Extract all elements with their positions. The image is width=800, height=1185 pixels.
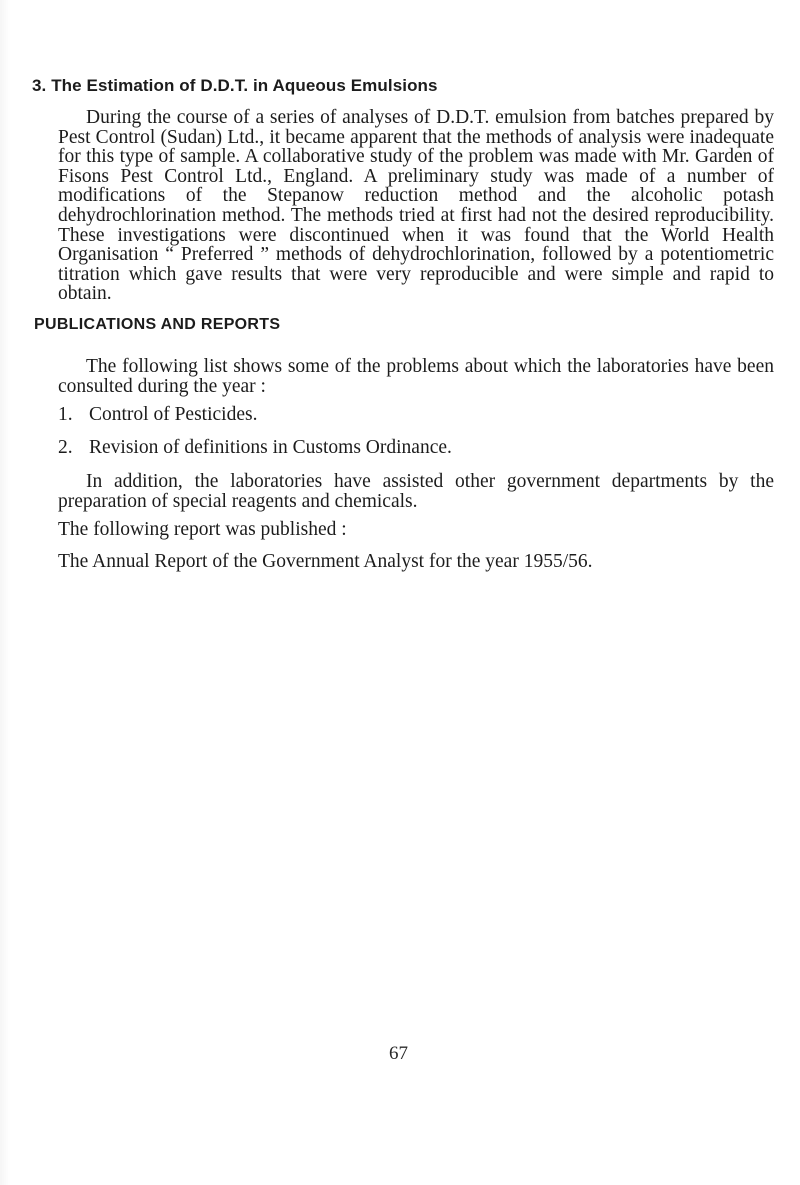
report-intro-line: The following report was published : [58,519,347,540]
report-title-line: The Annual Report of the Government Analyst for the year 1955/56. [58,551,593,572]
list-item-text: Revision of definitions in Customs Ordinance. [89,437,452,458]
page-edge-shadow [0,0,10,1185]
list-item [58,405,452,438]
list-item-number: 1. [58,404,73,425]
list-item [58,438,452,471]
publications-heading: PUBLICATIONS AND REPORTS [34,316,281,333]
page-number: 67 [389,1043,408,1064]
consultation-list [58,405,452,471]
publications-intro-paragraph: The following list shows some of the problems about which the laboratories have been consulted during the year : [58,356,774,397]
section-body-paragraph: During the course of a series of analyses of D.D.T. emulsion from batches prepared by Pest Control (Sudan) Ltd., it became apparent that the methods of analysis were inadequate for this type of sample. A collaborative study of the problem was made with Mr. Garden of Fisons Pest Control Ltd., England. A preliminary study was made of a number of modifications of the Stepanow reduction method and the alcoholic potash dehydrochlorination method. The methods tried at first had not the desired reproducibility. These investigations were discontinued when it was found that the World Health Organisation “ Preferred ” methods of dehydrochlorination, followed by a potentiometric titration which gave results that were very reproducible and were simple and rapid to obtain. [58,107,774,305]
list-item-text: Control of Pesticides. [89,404,258,425]
list-item-number: 2. [58,437,73,458]
section-heading: 3. The Estimation of D.D.T. in Aqueous Emulsions [32,76,438,95]
addition-paragraph: In addition, the laboratories have assisted other government departments by the preparation of special reagents and chemicals. [58,471,774,512]
